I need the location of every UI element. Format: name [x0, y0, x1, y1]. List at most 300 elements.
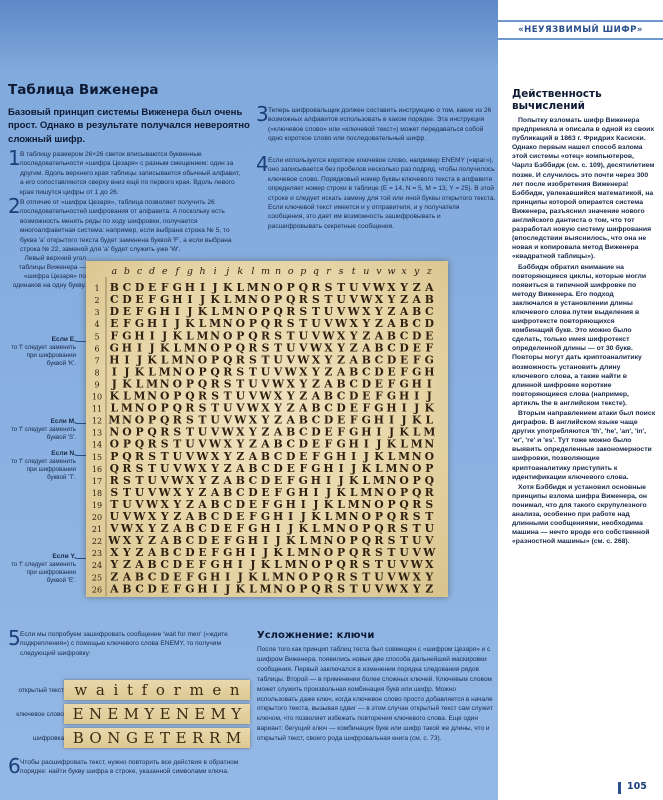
table-cell-letter: S — [412, 510, 421, 523]
table-cell-letter: M — [146, 377, 159, 391]
table-cell-letter: E — [248, 497, 258, 511]
table-row-number: 17 — [91, 476, 103, 486]
table-cell-letter: J — [149, 341, 155, 355]
table-cell-letter: L — [299, 534, 308, 548]
table-cell-letter: I — [338, 461, 344, 475]
table-cell-letter: J — [313, 497, 319, 511]
table-cell-letter: Z — [160, 522, 169, 536]
table-cell-letter: L — [135, 377, 144, 391]
table-cell-letter: R — [424, 485, 434, 499]
table-cell-letter: Y — [211, 461, 219, 475]
table-cell-letter: A — [412, 293, 421, 307]
table-header-letter: l — [251, 266, 255, 277]
table-cell-letter: S — [299, 305, 308, 319]
table-cell-letter: X — [299, 365, 308, 379]
table-cell-letter: M — [196, 329, 209, 343]
table-cell-letter: P — [387, 497, 396, 511]
table-cell-letter: Z — [400, 293, 409, 307]
table-cell-letter: R — [412, 497, 422, 511]
table-cell-letter: Q — [248, 329, 258, 343]
table-cell-letter: U — [134, 485, 145, 499]
table-cell-letter: B — [134, 570, 145, 584]
table-cell-letter: K — [210, 293, 220, 307]
table-cell-letter: B — [386, 329, 397, 343]
strip-letter: Y — [144, 705, 155, 723]
table-cell-letter: C — [412, 317, 421, 331]
table-cell-letter: W — [234, 413, 247, 427]
table-header-letter: s — [338, 266, 344, 277]
table-cell-letter: W — [335, 317, 348, 331]
vigenere-table — [86, 261, 448, 597]
table-cell-letter: U — [159, 461, 170, 475]
table-cell-letter: B — [147, 558, 157, 572]
table-cell-letter: M — [171, 353, 184, 367]
table-cell-letter: J — [136, 353, 143, 367]
table-cell-letter: V — [299, 341, 308, 355]
table-cell-letter: G — [323, 449, 334, 463]
table-cell-letter: R — [324, 582, 333, 596]
table-cell-letter: A — [311, 389, 321, 403]
table-cell-letter: C — [122, 281, 132, 295]
table-cell-letter: U — [260, 365, 271, 379]
plaintext-strip — [64, 680, 250, 700]
table-cell-letter: Z — [135, 546, 144, 560]
step-3 — [256, 102, 496, 144]
table-cell-letter: W — [410, 558, 423, 572]
table-cell-letter: V — [147, 485, 157, 499]
table-cell-letter: I — [212, 582, 218, 596]
table-cell-letter: F — [160, 281, 169, 295]
table-cell-letter: O — [235, 317, 246, 331]
table-cell-letter: A — [299, 401, 308, 415]
annotation-body: то 'f' следует заменить при шифровании буквой 'K'. — [10, 344, 76, 367]
table-cell-letter: C — [399, 329, 409, 343]
table-cell-letter: S — [236, 365, 245, 379]
strip-letter: E — [175, 729, 187, 747]
table-row-number: 3 — [94, 308, 100, 318]
table-cell-letter: S — [122, 473, 131, 487]
table-cell-letter: B — [185, 522, 195, 536]
table-cell-letter: P — [324, 558, 333, 572]
table-cell-letter: W — [284, 365, 297, 379]
table-header-letter: z — [426, 266, 432, 277]
table-cell-letter: I — [300, 497, 306, 511]
table-cell-letter: H — [146, 317, 158, 331]
table-cell-letter: U — [361, 582, 372, 596]
table-cell-letter: D — [147, 582, 157, 596]
table-cell-letter: H — [260, 522, 271, 536]
table-cell-letter: H — [121, 341, 133, 355]
table-row-number: 7 — [94, 356, 100, 366]
table-cell-letter: G — [122, 329, 132, 343]
table-cell-letter: P — [311, 570, 320, 584]
table-cell-letter: E — [324, 425, 333, 439]
table-cell-letter: Y — [312, 365, 320, 379]
strip-letter: i — [113, 681, 119, 699]
table-cell-letter: K — [197, 305, 208, 319]
table-cell-letter: L — [160, 353, 169, 367]
table-cell-letter: V — [173, 461, 182, 475]
table-cell-letter: F — [173, 582, 182, 596]
step-number: 2 — [8, 194, 21, 218]
table-header-letter: d — [149, 266, 156, 277]
table-cell-letter: G — [235, 534, 245, 548]
table-header-letter: w — [387, 266, 396, 277]
table-cell-letter: W — [398, 570, 411, 584]
table-cell-letter: L — [173, 341, 182, 355]
table-cell-letter: M — [284, 558, 297, 572]
table-cell-letter: J — [262, 546, 269, 560]
table-cell-letter: M — [423, 425, 436, 439]
step-5 — [8, 626, 248, 658]
table-cell-letter: C — [349, 377, 358, 391]
strip-letter: N — [88, 705, 103, 723]
strip-letter: O — [89, 729, 102, 747]
table-cell-letter: D — [122, 293, 132, 307]
table-cell-letter: D — [349, 389, 359, 403]
table-cell-letter: V — [223, 413, 232, 427]
table-cell-letter: T — [337, 281, 346, 295]
strip-label-cipher: шифровка — [33, 735, 64, 742]
table-cell-letter: K — [147, 353, 157, 367]
table-cell-letter: F — [337, 425, 345, 439]
table-cell-letter: G — [160, 293, 170, 307]
table-cell-letter: P — [412, 473, 421, 487]
table-cell-letter: C — [311, 413, 321, 427]
annotation-head: Если N, — [51, 450, 76, 457]
table-cell-letter: E — [173, 570, 182, 584]
table-cell-letter: N — [298, 558, 309, 572]
table-cell-letter: A — [210, 485, 220, 499]
table-cell-letter: L — [312, 522, 320, 536]
table-cell-letter: G — [197, 570, 208, 584]
table-cell-letter: V — [185, 449, 195, 463]
table-cell-letter: N — [323, 534, 334, 548]
strip-letter: E — [72, 705, 84, 723]
table-cell-letter: H — [184, 281, 196, 295]
table-cell-letter: U — [411, 534, 422, 548]
table-cell-letter: T — [198, 413, 207, 427]
table-cell-letter: U — [399, 546, 409, 560]
table-cell-letter: B — [399, 317, 409, 331]
table-cell-letter: C — [160, 558, 169, 572]
table-cell-letter: X — [173, 485, 182, 499]
table-cell-letter: J — [111, 377, 117, 391]
right-column-paragraph: Хотя Бэббидж и установил основные принципы взлома шифра Виженера, он понимал, что для такого скрупулезного анализа, особенно при работе над длинными сообщениями, необходима машина — нечто вроде его собственной «разностной машины» (см. с. 268). — [512, 483, 650, 546]
annotation-head: Если Y, — [52, 553, 76, 560]
table-cell-letter: K — [122, 377, 132, 391]
table-cell-letter: D — [399, 341, 409, 355]
table-cell-letter: E — [261, 485, 270, 499]
table-cell-letter: A — [198, 497, 207, 511]
table-cell-letter: T — [110, 497, 119, 511]
table-cell-letter: Z — [122, 558, 131, 572]
table-cell-letter: J — [174, 317, 180, 331]
table-cell-letter: G — [248, 522, 258, 536]
table-cell-letter: C — [299, 425, 308, 439]
table-cell-letter: U — [336, 293, 346, 307]
table-cell-letter: L — [123, 389, 131, 403]
table-cell-letter: N — [247, 293, 258, 307]
table-cell-letter: T — [311, 305, 320, 319]
table-cell-letter: C — [210, 510, 220, 523]
table-cell-letter: P — [248, 317, 257, 331]
table-cell-letter: N — [222, 317, 233, 331]
table-cell-letter: T — [425, 510, 434, 523]
table-cell-letter: P — [185, 377, 194, 391]
table-cell-letter: B — [109, 281, 119, 295]
table-cell-letter: T — [324, 293, 333, 307]
strip-letter: E — [107, 705, 119, 723]
table-cell-letter: F — [236, 522, 245, 536]
section-title: Таблица Виженера — [8, 82, 159, 98]
table-cell-letter: M — [234, 293, 247, 307]
table-cell-letter: I — [288, 510, 294, 523]
table-cell-letter: G — [399, 377, 409, 391]
table-header-letter: o — [287, 266, 294, 277]
table-cell-letter: D — [223, 510, 233, 523]
table-cell-letter: R — [109, 473, 119, 487]
table-cell-letter: A — [286, 413, 295, 427]
table-cell-letter: N — [386, 473, 397, 487]
table-cell-letter: I — [351, 449, 357, 463]
table-row-number: 2 — [94, 296, 100, 306]
table-cell-letter: L — [110, 401, 119, 415]
table-cell-letter: A — [135, 558, 144, 572]
table-cell-letter: C — [387, 341, 396, 355]
table-cell-letter: D — [361, 377, 371, 391]
table-cell-letter: G — [185, 582, 195, 596]
table-cell-letter: Z — [324, 365, 333, 379]
step-number: 5 — [8, 626, 21, 650]
table-cell-letter: A — [261, 437, 270, 451]
table-cell-letter: G — [386, 389, 397, 403]
table-cell-letter: O — [311, 558, 321, 572]
table-cell-letter: K — [399, 425, 409, 439]
table-cell-letter: F — [135, 305, 144, 319]
right-column-paragraph: Попытку взломать шифр Виженера предприняла и описала в одной из своих публикаций в 1863 г. Фридрих Касиски. Однако первым нашел способ взлома этой системы «отец» компьютеров, Чарлз Бэббидж (см. с. 109), десятилетием позже. И случилось это почти через 300 лет после изобретения Виженера! Бэббидж, увлекавшийся математикой, на принципы которой опирается система Виженера, разъяснил значение нового английского дантиста о том, что тот разработал новую систему шифрования (впоследствии выяснилось, что она не новая и копировала метод Виженера «квадратной таблицы»). — [512, 117, 655, 261]
table-cell-letter: F — [375, 389, 383, 403]
table-cell-letter: O — [109, 437, 120, 451]
table-cell-letter: H — [335, 449, 347, 463]
section-intro: Базовый принцип системы Виженера был очень прост. Однако в результате получался невероятно сложный шифр. — [8, 107, 250, 145]
table-cell-letter: T — [248, 365, 257, 379]
table-cell-letter: G — [260, 510, 271, 523]
step-1 — [8, 146, 244, 197]
table-cell-letter: M — [272, 570, 285, 584]
table-cell-letter: V — [387, 570, 396, 584]
table-cell-letter: H — [348, 437, 359, 451]
table-cell-letter: M — [246, 281, 259, 295]
table-cell-letter: O — [260, 293, 271, 307]
table-cell-letter: E — [286, 461, 295, 475]
table-cell-letter: L — [186, 329, 194, 343]
table-cell-letter: U — [210, 413, 220, 427]
table-cell-letter: C — [248, 473, 258, 487]
table-cell-letter: I — [250, 546, 256, 560]
table-cell-letter: K — [298, 522, 308, 536]
table-cell-letter: M — [259, 582, 272, 596]
table-cell-letter: L — [274, 558, 282, 572]
table-cell-letter: F — [211, 546, 219, 560]
table-cell-letter: O — [411, 461, 422, 475]
table-cell-letter: D — [109, 305, 119, 319]
table-cell-letter: X — [160, 497, 169, 511]
table-cell-letter: T — [185, 425, 194, 439]
table-cell-letter: O — [210, 341, 220, 355]
table-cell-letter: R — [349, 558, 359, 572]
table-cell-letter: K — [286, 534, 296, 548]
table-row-number: 21 — [91, 525, 103, 535]
table-cell-letter: W — [158, 485, 171, 499]
table-cell-letter: R — [286, 305, 296, 319]
step-text: Если мы попробуем зашифровать сообщение 'wait for men' («ждите подкрепления») с помощью ключевого слова ENEMY, то получим следующий шифровку: — [20, 631, 228, 657]
table-cell-letter: S — [349, 570, 358, 584]
table-cell-letter: T — [122, 485, 131, 499]
table-cell-letter: L — [400, 437, 408, 451]
strip-letter: E — [143, 729, 155, 747]
table-row-number: 14 — [91, 440, 103, 450]
annotation-body: то 'f' следует заменить буквой 'S'. — [10, 426, 76, 441]
table-cell-letter: I — [363, 437, 369, 451]
table-cell-letter: S — [362, 558, 371, 572]
table-cell-letter: O — [386, 485, 397, 499]
table-cell-letter: E — [336, 413, 346, 427]
table-cell-letter: S — [286, 317, 295, 331]
table-cell-letter: Y — [274, 401, 282, 415]
table-cell-letter: I — [199, 281, 206, 295]
table-cell-letter: M — [385, 461, 398, 475]
table-cell-letter: P — [337, 546, 346, 560]
table-cell-letter: W — [171, 473, 184, 487]
table-cell-letter: M — [133, 389, 146, 403]
strip-letter: R — [208, 729, 221, 747]
step-6 — [8, 754, 248, 778]
table-cell-letter: U — [197, 425, 208, 439]
table-cell-letter: Q — [374, 522, 384, 536]
table-cell-letter: A — [147, 546, 157, 560]
table-cell-letter: K — [349, 473, 359, 487]
table-cell-letter: N — [134, 401, 145, 415]
strip-letter: N — [107, 729, 121, 747]
table-cell-letter: H — [285, 497, 296, 511]
table-cell-letter: S — [387, 534, 396, 548]
table-cell-letter: R — [122, 461, 132, 475]
table-cell-letter: T — [236, 377, 245, 391]
table-cell-letter: B — [374, 341, 384, 355]
table-cell-letter: O — [285, 582, 296, 596]
table-row-number: 6 — [94, 344, 100, 354]
table-cell-letter: R — [387, 522, 396, 536]
strip-letter: M — [210, 705, 226, 723]
table-cell-letter: Z — [173, 510, 182, 523]
table-cell-letter: F — [274, 485, 282, 499]
step-4 — [256, 152, 496, 231]
table-cell-letter: W — [372, 281, 385, 295]
table-cell-letter: R — [374, 534, 384, 548]
table-cell-letter: H — [386, 401, 397, 415]
table-row-number: 19 — [91, 500, 103, 510]
table-cell-letter: N — [273, 582, 284, 596]
table-cell-letter: M — [120, 401, 133, 415]
table-cell-letter: S — [211, 389, 220, 403]
table-cell-letter: Z — [349, 341, 358, 355]
table-cell-letter: M — [209, 317, 222, 331]
table-cell-letter: E — [349, 401, 358, 415]
table-cell-letter: S — [425, 497, 434, 511]
table-cell-letter: E — [147, 281, 157, 295]
table-cell-letter: W — [183, 461, 196, 475]
table-cell-letter: R — [235, 353, 245, 367]
table-cell-letter: X — [135, 522, 144, 536]
step-text: В отличие от «шифра Цезаря», таблица позволяет получить 26 последовательностей шифрования от алфавита. А поскольку есть возможность менять ряды по ходу шифровки, получается многоалфавитная система: например, если выбрана строка № 5, то буква 'a' открытого текста будет заменена буквой 'F', а если выбрана строка № 22, заменой для 'a' будет служить уже 'W'. — [20, 199, 232, 254]
table-cell-letter: Z — [387, 305, 396, 319]
step-2 — [8, 194, 244, 254]
strip-letter: r — [173, 681, 181, 699]
table-cell-letter: B — [197, 510, 208, 523]
table-header-letter: v — [376, 266, 382, 277]
table-cell-letter: K — [336, 485, 346, 499]
table-cell-letter: F — [198, 558, 207, 572]
table-cell-letter: L — [223, 293, 232, 307]
table-cell-letter: T — [286, 329, 295, 343]
strip-letter: a — [95, 681, 105, 699]
table-cell-letter: J — [288, 522, 294, 536]
table-cell-letter: G — [361, 413, 371, 427]
table-row-number: 12 — [91, 416, 103, 426]
table-cell-letter: S — [198, 401, 207, 415]
table-cell-letter: Y — [324, 353, 333, 367]
table-cell-letter: P — [286, 281, 295, 295]
table-cell-letter: P — [299, 582, 308, 596]
table-cell-letter: Q — [298, 281, 309, 295]
table-cell-letter: P — [349, 534, 358, 548]
table-cell-letter: X — [362, 305, 371, 319]
table-cell-letter: Y — [261, 413, 270, 427]
table-cell-letter: H — [159, 305, 170, 319]
table-cell-letter: D — [210, 522, 220, 536]
table-cell-letter: P — [211, 353, 220, 367]
table-cell-letter: S — [223, 377, 232, 391]
table-cell-letter: G — [412, 365, 422, 379]
table-cell-letter: X — [147, 510, 157, 523]
table-cell-letter: G — [424, 353, 434, 367]
right-column-title: Действенность вычислений — [512, 88, 602, 112]
table-cell-letter: J — [414, 401, 420, 415]
table-cell-letter: F — [362, 401, 371, 415]
step-number: 4 — [256, 152, 269, 176]
table-cell-letter: O — [147, 401, 157, 415]
table-cell-letter: F — [286, 473, 295, 487]
table-cell-letter: D — [235, 497, 245, 511]
table-cell-letter: G — [374, 401, 384, 415]
strip-letter: f — [141, 681, 148, 699]
table-cell-letter: K — [374, 449, 384, 463]
table-cell-letter: K — [260, 558, 271, 572]
table-cell-letter: A — [387, 317, 396, 331]
table-cell-letter: U — [248, 377, 258, 391]
annotation-n — [6, 450, 76, 482]
table-cell-letter: K — [172, 329, 182, 343]
annotation-e — [6, 336, 76, 368]
table-cell-letter: P — [261, 305, 270, 319]
table-cell-letter: G — [109, 341, 119, 355]
table-cell-letter: N — [159, 377, 170, 391]
table-cell-letter: P — [274, 293, 283, 307]
table-cell-letter: I — [376, 425, 382, 439]
table-cell-letter: N — [235, 305, 246, 319]
table-cell-letter: U — [122, 497, 132, 511]
